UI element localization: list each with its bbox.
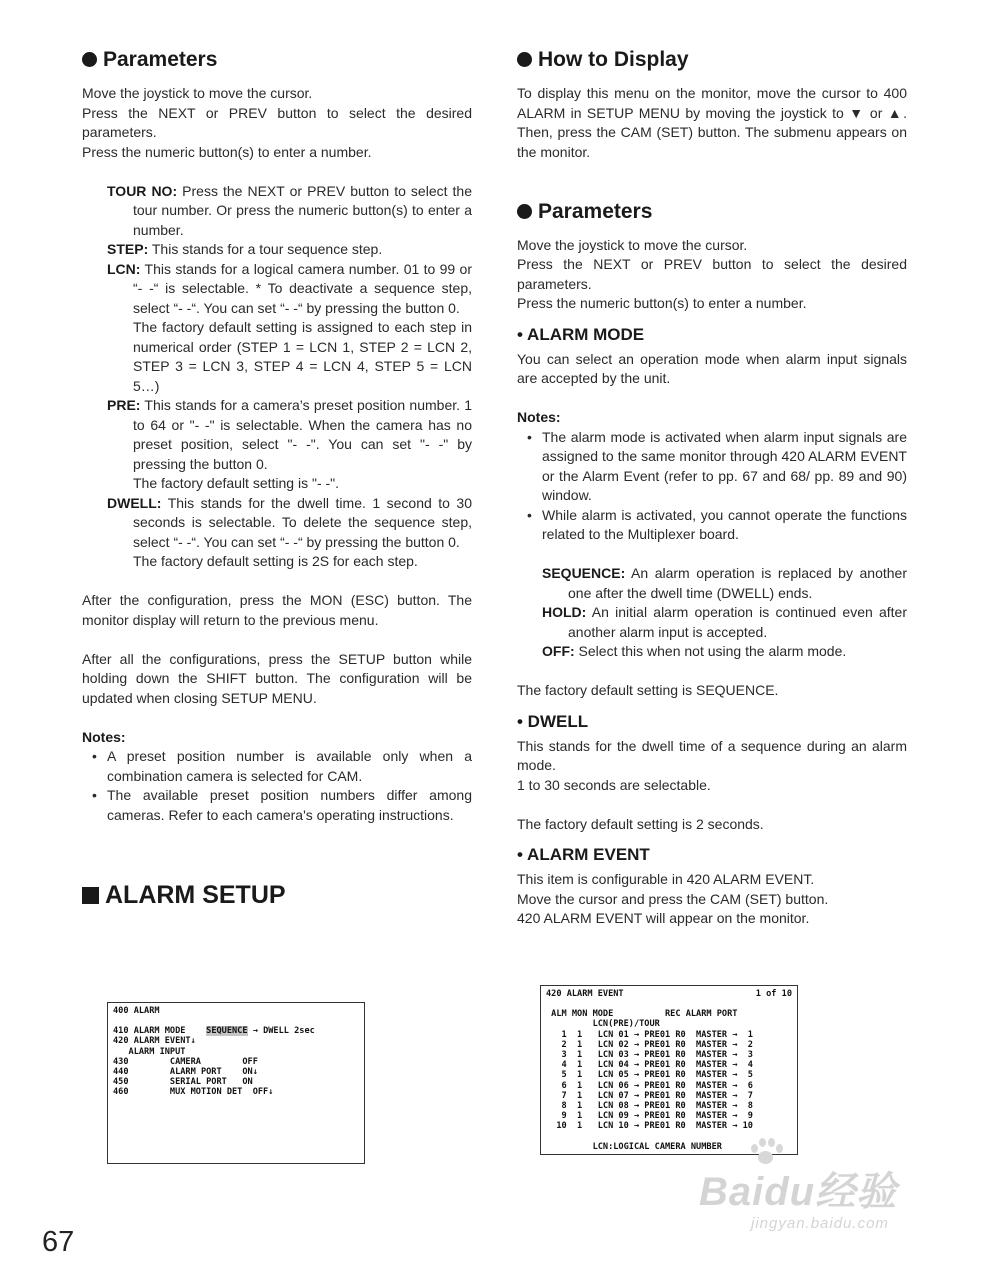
intro-line: Press the NEXT or PREV button to select the desired parameters. — [82, 104, 472, 140]
table-row: 2 1 LCN 02 → PRE01 R0 MASTER → 2 — [546, 1039, 753, 1050]
screen-header: ALM MON MODE REC ALARM PORT — [546, 1009, 738, 1020]
monitor-screen-420-alarm-event — [540, 985, 798, 1155]
screen-title: 400 ALARM — [113, 1006, 160, 1016]
note-item: • A preset position number is available only when a combination camera is selected for CAM. — [92, 747, 472, 786]
screen-line-alarm-mode: 410 ALARM MODE SEQUENCE → DWELL 2sec — [113, 1026, 315, 1037]
notes-title: Notes: — [517, 409, 561, 425]
screen-line: 440 ALARM PORT ON↓ — [113, 1067, 258, 1078]
dwell-range: 1 to 30 seconds are selectable. — [517, 776, 711, 793]
table-row: 1 1 LCN 01 → PRE01 R0 MASTER → 1 — [546, 1029, 753, 1040]
note-item: • The alarm mode is activated when alarm input signals are assigned to the same monitor through 420 ALARM EVENT or the Alarm Event (refer to pp. 67 and 68/ pp. 89 and 90) window. — [527, 428, 907, 506]
dwell-text: This stands for the dwell time of a sequence during an alarm mode. — [517, 737, 907, 773]
def-sequence: SEQUENCE: An alarm operation is replaced by another one after the dwell time (DWELL) ends. — [542, 565, 907, 601]
screen-subheader: LCN(PRE)/TOUR — [546, 1019, 660, 1030]
bullet-circle-icon — [517, 52, 532, 67]
dwell-default: The factory default setting is 2 seconds. — [517, 815, 764, 832]
alarm-mode-heading: • ALARM MODE — [517, 324, 645, 344]
table-row: 10 1 LCN 10 → PRE01 R0 MASTER → 10 — [546, 1121, 753, 1132]
table-row: 8 1 LCN 08 → PRE01 R0 MASTER → 8 — [546, 1101, 753, 1112]
monitor-screen-400-alarm — [107, 1002, 365, 1164]
parameters-heading-right: Parameters — [517, 196, 907, 228]
left-column — [82, 44, 472, 911]
note-item: • While alarm is activated, you cannot operate the functions related to the Multiplexer board. — [527, 506, 907, 545]
sequence-highlight: SEQUENCE — [206, 1026, 248, 1037]
bullet-circle-icon — [517, 204, 532, 219]
event-line: 420 ALARM EVENT will appear on the monitor. — [517, 910, 810, 926]
def-dwell: DWELL: This stands for the dwell time. 1 second to 30 seconds is selectable. To delete the sequence step, select “- -“. You can set “- -“ by pressing the button 0. The factory default setting is 2S for each step. — [107, 494, 472, 569]
notes-list — [517, 428, 907, 545]
alarm-setup-heading: ALARM SETUP — [82, 879, 472, 911]
screen-line: 450 SERIAL PORT ON — [113, 1077, 253, 1088]
alarm-event-heading: • ALARM EVENT — [517, 845, 650, 864]
intro-line: Press the numeric button(s) to enter a number. — [517, 295, 807, 311]
intro-line: Move the joystick to move the cursor. — [517, 236, 748, 253]
baidu-watermark — [699, 1160, 929, 1245]
def-hold: HOLD: An initial alarm operation is continued even after another alarm input is accepted. — [542, 604, 908, 640]
watermark-url: jingyan.baidu.com — [751, 1215, 889, 1232]
note-item: • The available preset position numbers differ among cameras. Refer to each camera's operating instructions. — [92, 786, 472, 825]
screen-line: 460 MUX MOTION DET OFF↓ — [113, 1087, 274, 1098]
parameters-heading-left: Parameters — [82, 44, 472, 76]
table-row: 7 1 LCN 07 → PRE01 R0 MASTER → 7 — [546, 1090, 753, 1101]
event-line: This item is configurable in 420 ALARM EVENT. — [517, 871, 815, 887]
page-number: 67 — [42, 1226, 75, 1258]
screen-line: 420 ALARM EVENT↓ — [113, 1036, 196, 1047]
screen-page: 1 of 10 — [755, 989, 792, 999]
parameter-definitions — [107, 182, 472, 572]
def-lcn: LCN: This stands for a logical camera number. 01 to 99 or “- -“ is selectable. * To deactivate a sequence step, select “- -“. You can set “- -“ by pressing the button 0. The factory default setting is assigned to each step in numerical order (STEP 1 = LCN 1, STEP 2 = LCN 2, STEP 3 = LCN 3, STEP 4 = LCN 4, STEP 5 = LCN 5…) — [107, 260, 472, 394]
watermark-logo: Baidu经验 — [699, 1170, 898, 1214]
alarm-mode-text: You can select an operation mode when alarm input signals are accepted by the unit. — [517, 350, 907, 386]
how-to-display-heading: How to Display — [517, 44, 907, 76]
def-step: STEP: This stands for a tour sequence step. — [107, 241, 383, 257]
paw-logo-icon — [747, 1138, 783, 1166]
screen-footer: LCN:LOGICAL CAMERA NUMBER — [546, 1141, 722, 1152]
table-row: 4 1 LCN 04 → PRE01 R0 MASTER → 4 — [546, 1060, 753, 1071]
screen-title-row — [546, 989, 792, 999]
how-to-display-text: To display this menu on the monitor, move the cursor to 400 ALARM in SETUP MENU by moving the joystick to ▼ or ▲. Then, press the CAM (SET) button. The submenu appears on the monitor. — [517, 85, 907, 160]
square-bullet-icon — [82, 887, 99, 904]
screen-title: 420 ALARM EVENT — [546, 989, 624, 999]
notes-list — [82, 747, 472, 825]
intro-line: Press the NEXT or PREV button to select the desired parameters. — [517, 256, 907, 292]
table-row: 3 1 LCN 03 → PRE01 R0 MASTER → 3 — [546, 1050, 753, 1061]
alarm-mode-definitions — [542, 564, 907, 662]
screen-line: ALARM INPUT — [113, 1046, 186, 1057]
after-all-text: After all the configurations, press the SETUP button while holding down the SHIFT button. The configuration will be updated when closing SETUP MENU. — [82, 650, 472, 706]
right-column — [517, 44, 907, 929]
notes-title: Notes: — [82, 728, 126, 745]
screen-line: 430 CAMERA OFF — [113, 1056, 258, 1067]
bullet-circle-icon — [82, 52, 97, 67]
def-tour-no: TOUR NO: Press the NEXT or PREV button to select the tour number. Or press the numeric button(s) to enter a number. — [107, 182, 472, 238]
intro-line: Press the numeric button(s) to enter a number. — [82, 143, 372, 160]
after-config-text: After the configuration, press the MON (ESC) button. The monitor display will return to the previous menu. — [82, 592, 472, 628]
def-off: OFF: Select this when not using the alarm mode. — [542, 643, 847, 659]
def-pre: PRE: This stands for a camera’s preset position number. 1 to 64 or "- -" is selectable. When the camera has no preset position, select "- -". You can set "- -" by pressing the button 0. The factory default setting is "- -". — [107, 397, 473, 491]
event-line: Move the cursor and press the CAM (SET) button. — [517, 890, 829, 907]
table-row: 9 1 LCN 09 → PRE01 R0 MASTER → 9 — [546, 1111, 753, 1122]
table-row: 5 1 LCN 05 → PRE01 R0 MASTER → 5 — [546, 1070, 753, 1081]
mode-default-text: The factory default setting is SEQUENCE. — [517, 682, 779, 698]
intro-line: Move the joystick to move the cursor. — [82, 85, 313, 101]
dwell-heading: • DWELL — [517, 711, 589, 731]
table-row: 6 1 LCN 06 → PRE01 R0 MASTER → 6 — [546, 1080, 753, 1091]
